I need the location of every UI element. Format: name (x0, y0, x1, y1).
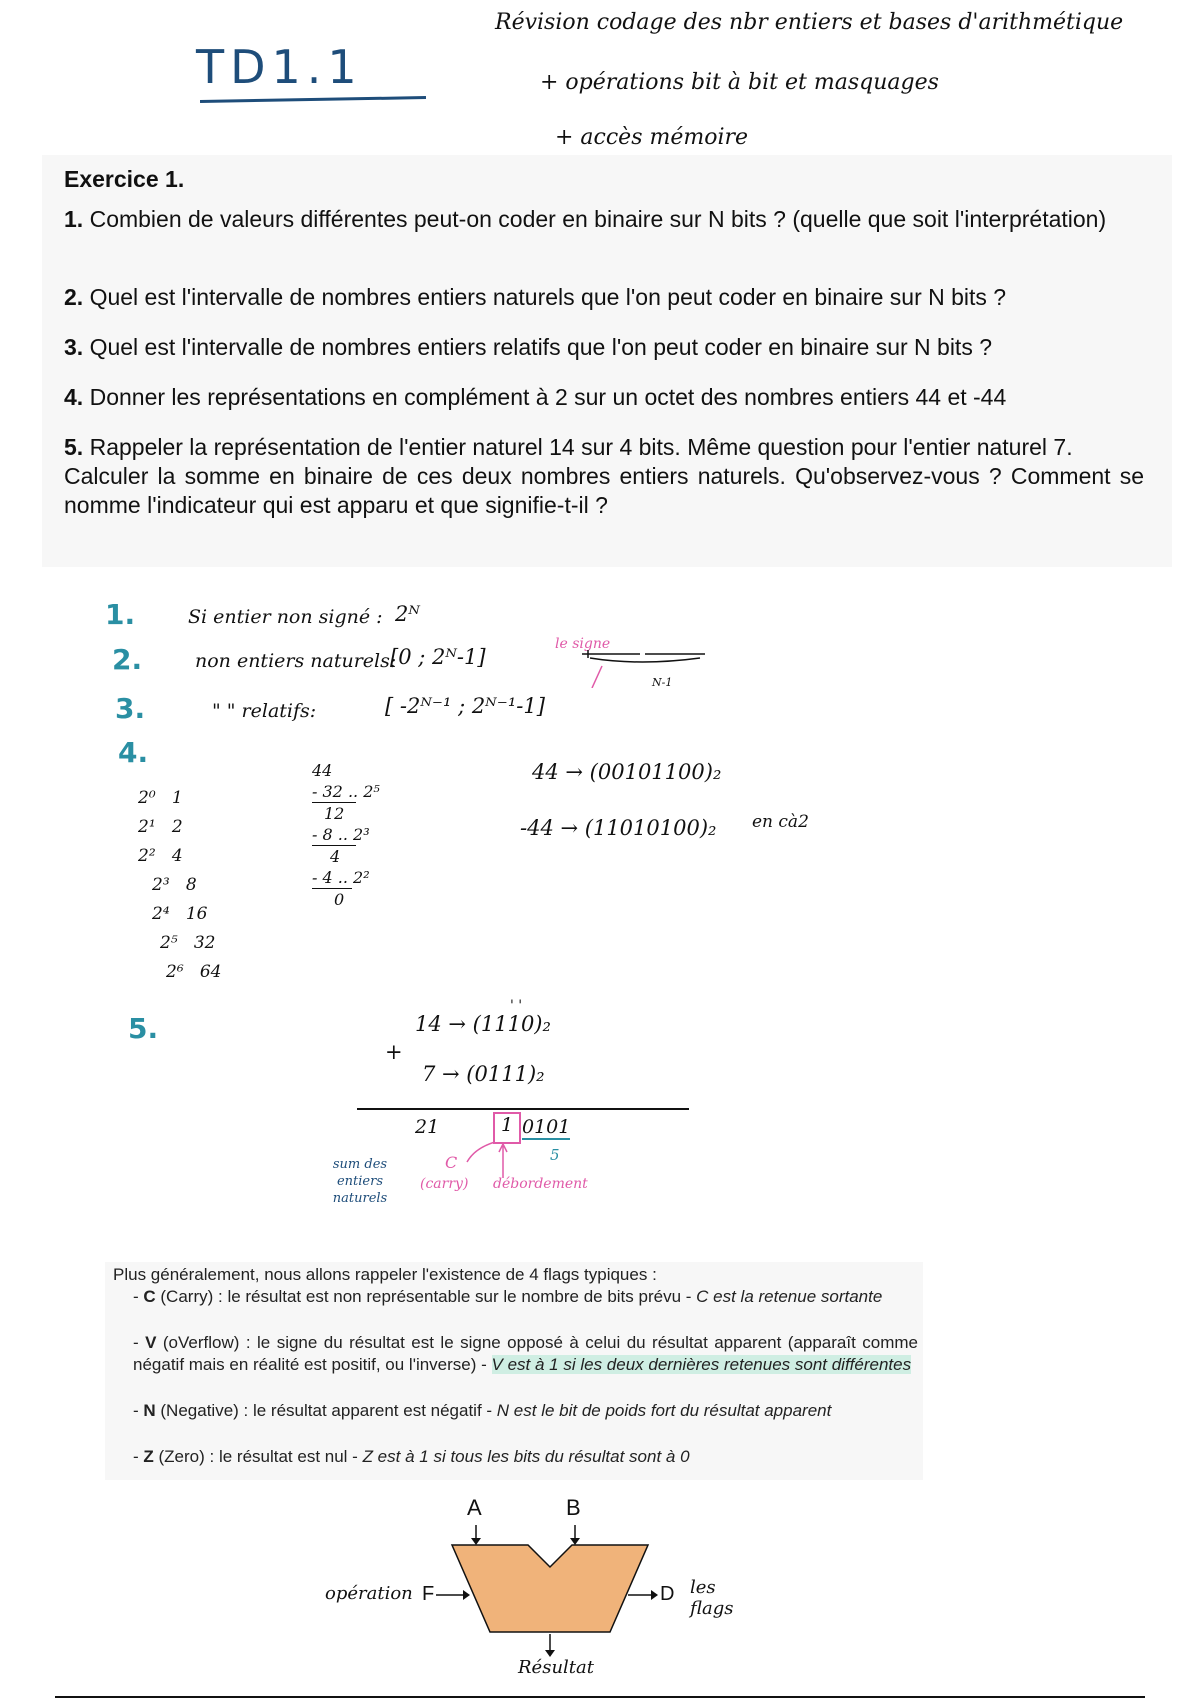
alu-output-d: D (660, 1583, 675, 1605)
answer-4-negative: -44 → (11010100)₂ (520, 816, 717, 840)
question-4-text: Donner les représentations en complément à 2 sur un octet des nombres entiers 44 et -44 (89, 384, 1007, 410)
question-5-number: 5. (64, 434, 84, 460)
question-2-text: Quel est l'intervalle de nombres entiers naturels que l'on peut coder en binaire sur N bits ? (89, 284, 1007, 310)
flag-n-item: - N (Negative) : le résultat apparent est négatif - N est le bit de poids fort du résultat apparent (133, 1401, 832, 1420)
power-row: 2³ 8 (152, 875, 197, 895)
carry-label: C (445, 1153, 458, 1172)
question-3 (64, 333, 1144, 362)
answer-1-label: Si entier non signé : (188, 606, 383, 628)
alu-input-b: B (566, 1495, 581, 1520)
division-step: - 32 .. 2⁵ (312, 782, 380, 801)
power-row: 2¹ 2 (138, 817, 183, 837)
carry-arrows (455, 1140, 515, 1180)
page-title: TD1.1 (196, 40, 363, 94)
answer-3-brace (580, 648, 710, 688)
flag-z-key: Z (143, 1447, 154, 1466)
power-row: 2² 4 (138, 846, 183, 866)
addition-row-1: 14 → (1110)₂ (415, 1012, 551, 1036)
power-row: 2⁶ 64 (166, 962, 222, 982)
header-note-2: + opérations bit à bit et masquages (540, 70, 939, 95)
question-4-number: 4. (64, 384, 84, 410)
question-3-text: Quel est l'intervalle de nombres entiers relatifs que l'on peut coder en binaire sur N bits ? (89, 334, 993, 360)
flag-c-key: C (143, 1287, 156, 1306)
flags-box (105, 1262, 923, 1480)
answer-4-number: 4. (118, 736, 149, 769)
bottom-rule (55, 1696, 1145, 1698)
alu-input-f: F (422, 1583, 435, 1605)
question-1-text: Combien de valeurs différentes peut-on coder en binaire sur N bits ? (quelle que soit l'interprétation) (89, 206, 1107, 232)
answer-3-sign-note: le signe (555, 636, 611, 652)
division-steps (312, 760, 380, 910)
header-note-3: + accès mémoire (555, 125, 749, 150)
exercise-box (42, 155, 1172, 567)
answer-2-label: non entiers naturels: (195, 650, 397, 672)
answer-3-value: [ -2ᴺ⁻¹ ; 2ᴺ⁻¹-1] (385, 694, 545, 718)
sum-left-note: sum des entiers naturels (332, 1157, 388, 1206)
sum-bits: 0101 (522, 1116, 571, 1138)
division-step: 44 (312, 761, 333, 780)
exercise-heading: Exercice 1. (64, 166, 185, 192)
addition-rule (357, 1108, 689, 1110)
question-1-number: 1. (64, 206, 84, 232)
division-step: 0 (334, 890, 345, 909)
powers-of-two-list (138, 784, 222, 987)
alu-result-note: Résultat (518, 1657, 594, 1678)
flag-c-item: - C (Carry) : le résultat est non représentable sur le nombre de bits prévu - C est la retenue sortante (133, 1287, 883, 1306)
alu-flags-note: les flags (690, 1577, 734, 1619)
flag-c-emphasis: C est la retenue sortante (696, 1287, 883, 1306)
answer-3-width-note: N-1 (652, 676, 673, 689)
division-step: 12 (324, 804, 345, 823)
flag-z-text: (Zero) : le résultat est nul - (153, 1447, 363, 1466)
answer-2-number: 2. (112, 643, 143, 676)
answer-5-number: 5. (128, 1012, 159, 1045)
power-row: 2⁴ 16 (152, 904, 208, 924)
flag-v-item: - V (oVerflow) : le signe du résultat est le signe opposé à celui du résultat apparent (apparaît comme négatif mais en réalité est positif, ou l'inverse) - V est à 1 si les deux dernières retenues sont différentes (133, 1333, 918, 1374)
addition-carries: ' ' (510, 998, 523, 1014)
question-3-number: 3. (64, 334, 84, 360)
question-5-text-a: Rappeler la représentation de l'entier naturel 14 sur 4 bits. Même question pour l'entier naturel 7. (89, 434, 1073, 460)
overflow-note: débordement (493, 1176, 588, 1192)
question-5 (64, 433, 1144, 520)
flag-n-text: (Negative) : le résultat apparent est négatif - (155, 1401, 497, 1420)
division-step: 4 (330, 847, 341, 866)
flag-c-text: (Carry) : le résultat est non représentable sur le nombre de bits prévu - (155, 1287, 697, 1306)
question-5-text-b: Calculer la somme en binaire de ces deux nombres entiers naturels. Qu'observez-vous ? Comment se nomme l'indicateur qui est apparu et que signifie-t-il ? (64, 463, 1144, 518)
flags-intro: Plus généralement, nous allons rappeler l'existence de 4 flags typiques : (113, 1265, 657, 1284)
answer-1-value: 2ᴺ (395, 602, 420, 626)
question-2 (64, 283, 1144, 312)
answer-3-number: 3. (115, 692, 146, 725)
alu-operation-note: opération (325, 1583, 413, 1604)
header-note-1: Révision codage des nbr entiers et bases d'arithmétique (495, 10, 1124, 35)
addition-row-2: 7 → (0111)₂ (422, 1062, 545, 1086)
power-row: 2⁵ 32 (160, 933, 216, 953)
addition-plus-sign: + (385, 1040, 403, 1064)
sum-decimal: 21 (415, 1116, 440, 1138)
power-row: 2⁰ 1 (138, 788, 183, 808)
flag-z-emphasis: Z est à 1 si tous les bits du résultat sont à 0 (362, 1447, 690, 1466)
flag-z-item: - Z (Zero) : le résultat est nul - Z est à 1 si tous les bits du résultat sont à 0 (133, 1447, 690, 1466)
question-1 (64, 205, 1144, 234)
alu-diagram (300, 1485, 760, 1685)
answer-4-negative-note: en cà2 (752, 812, 809, 832)
question-4 (64, 383, 1144, 412)
answer-4-positive: 44 → (00101100)₂ (532, 760, 722, 784)
carry-note: (carry) (420, 1176, 469, 1192)
carry-bit-box: 1 (493, 1112, 521, 1144)
sum-small-result: 5 (550, 1146, 560, 1164)
question-2-number: 2. (64, 284, 84, 310)
division-step: - 8 .. 2³ (312, 825, 370, 844)
answer-3-label: " " relatifs: (212, 700, 317, 722)
answer-1-number: 1. (105, 598, 136, 631)
alu-input-a: A (467, 1495, 482, 1520)
flag-n-key: N (143, 1401, 156, 1420)
flag-v-key: V (145, 1333, 157, 1352)
flag-n-emphasis: N est le bit de poids fort du résultat apparent (496, 1401, 832, 1420)
flag-v-emphasis: V est à 1 si les deux dernières retenues sont différentes (491, 1355, 912, 1374)
answer-2-value: [0 ; 2ᴺ-1] (390, 645, 486, 669)
flag-v-text: (oVerflow) : le signe du résultat est le signe opposé à celui du résultat apparent (apparaît comme négatif mais en réalité est positif, ou l'inverse) - (133, 1333, 918, 1374)
title-underline (200, 96, 426, 103)
division-step: - 4 .. 2² (312, 868, 370, 887)
